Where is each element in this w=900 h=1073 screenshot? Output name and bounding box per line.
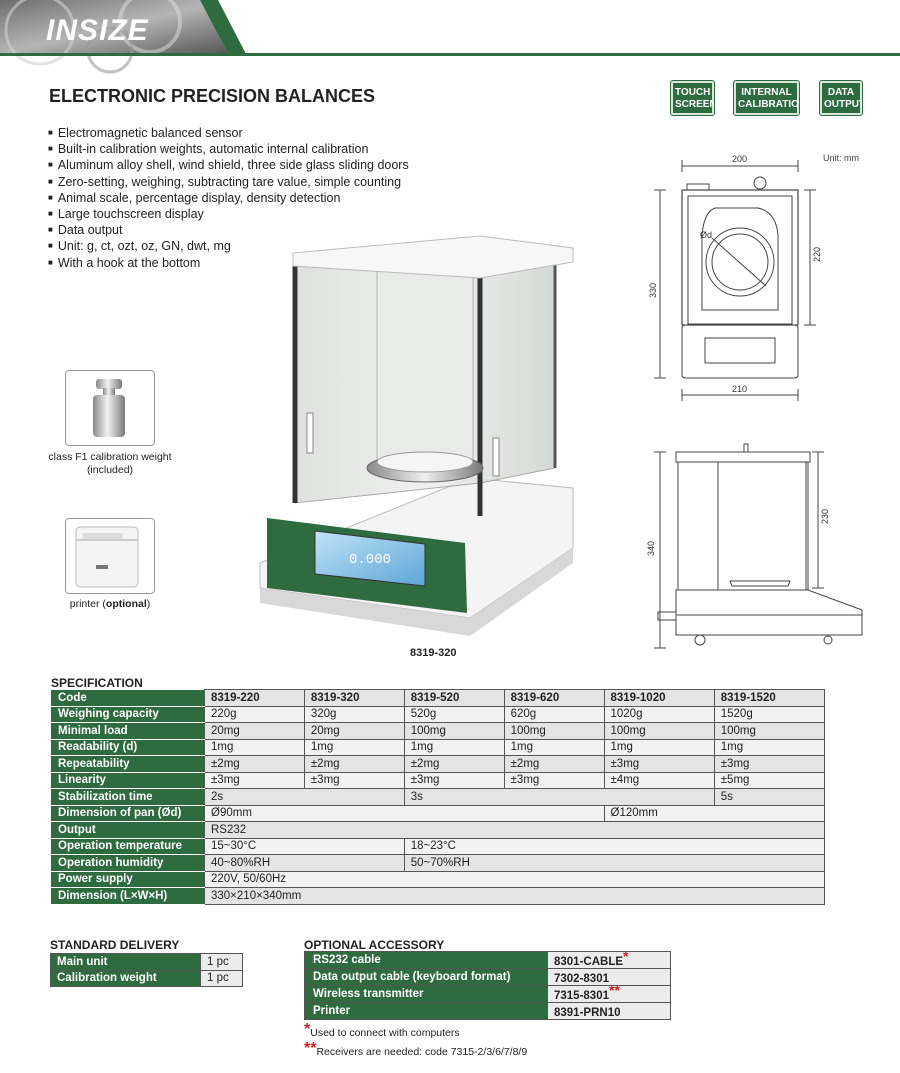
spec-cell: 2s [205, 789, 405, 806]
printer-caption: printer (optional) [69, 598, 151, 610]
spec-cell: RS232 [205, 822, 825, 839]
spec-cell: 100mg [504, 723, 604, 740]
spec-cell: 1mg [404, 739, 504, 756]
spec-cell: 18~23°C [404, 838, 824, 855]
spec-cell: ±5mg [714, 772, 824, 789]
printer-image [65, 518, 155, 594]
spec-label: Code [52, 690, 205, 707]
feature-item: ■ Aluminum alloy shell, wind shield, three side glass sliding doors [48, 158, 409, 174]
accessory-code: 7315-8301** [548, 986, 671, 1003]
spec-cell: ±3mg [205, 772, 305, 789]
footnote-marker: * [623, 948, 629, 964]
accessory-row [305, 952, 671, 969]
spec-cell: 5s [714, 789, 824, 806]
spec-cell: 8319-520 [404, 690, 504, 707]
badge-touch-screen: TOUCH SCREEN [671, 81, 714, 115]
spec-cell: Ø90mm [205, 805, 605, 822]
spec-label: Weighing capacity [52, 706, 205, 723]
spec-row-humidity [52, 855, 825, 872]
spec-row-dimension [52, 888, 825, 905]
spec-cell: 1mg [714, 739, 824, 756]
delivery-item: Calibration weight [51, 970, 201, 987]
spec-cell: 1520g [714, 706, 824, 723]
spec-cell: 100mg [604, 723, 714, 740]
spec-cell: 20mg [304, 723, 404, 740]
spec-row-power [52, 871, 825, 888]
spec-cell: ±2mg [205, 756, 305, 773]
spec-cell: 40~80%RH [205, 855, 405, 872]
feature-item: ■ Built-in calibration weights, automatic internal calibration [48, 142, 409, 158]
spec-cell: 220V, 50/60Hz [205, 871, 825, 888]
model-caption: 8319-320 [410, 647, 457, 659]
accessory-code: 7302-8301 [548, 969, 671, 986]
dim-width-top: 200 [732, 154, 748, 164]
spec-row-readability [52, 739, 825, 756]
spec-label: Repeatability [52, 756, 205, 773]
spec-label: Operation humidity [52, 855, 205, 872]
spec-row-output [52, 822, 825, 839]
spec-row-minload [52, 723, 825, 740]
balance-product-image [255, 218, 575, 643]
accessory-row [305, 986, 671, 1003]
specification-title: SPECIFICATION [51, 676, 143, 690]
spec-label: Minimal load [52, 723, 205, 740]
delivery-item: Main unit [51, 954, 201, 971]
spec-cell: 8319-620 [504, 690, 604, 707]
brand-logo: INSIZE [46, 14, 149, 47]
spec-cell: 3s [404, 789, 714, 806]
spec-row-linearity [52, 772, 825, 789]
calibration-weight-caption: class F1 calibration weight (included) [48, 451, 172, 476]
spec-cell: ±2mg [304, 756, 404, 773]
spec-cell: ±2mg [504, 756, 604, 773]
accessory-name: Wireless transmitter [305, 986, 548, 1003]
spec-label: Power supply [52, 871, 205, 888]
spec-row-repeatability [52, 756, 825, 773]
standard-delivery-title: STANDARD DELIVERY [50, 938, 180, 952]
spec-cell: ±3mg [504, 772, 604, 789]
spec-row-temperature [52, 838, 825, 855]
page-title: ELECTRONIC PRECISION BALANCES [49, 86, 376, 106]
dim-height-total: 330 [648, 282, 658, 298]
feature-item: ■ Animal scale, percentage display, density detection [48, 191, 409, 207]
feature-item: ■ Electromagnetic balanced sensor [48, 126, 409, 142]
badge-data-output: DATA OUTPUT [820, 81, 862, 115]
side-view-drawing [640, 440, 870, 655]
accessory-name: RS232 cable [305, 952, 548, 969]
spec-label: Dimension of pan (Ød) [52, 805, 205, 822]
accessory-name: Printer [305, 1003, 548, 1020]
footnote-marker: ** [609, 982, 620, 998]
spec-cell: 8319-1520 [714, 690, 824, 707]
spec-cell: 20mg [205, 723, 305, 740]
footnote-2: **Receivers are needed: code 7315-2/3/6/7/8/9 [304, 1040, 528, 1058]
standard-delivery-table [50, 953, 243, 987]
dim-side-height-chamber: 230 [820, 508, 830, 524]
spec-cell: 15~30°C [205, 838, 405, 855]
dim-height-chamber: 220 [812, 246, 822, 262]
spec-row-pan [52, 805, 825, 822]
spec-cell: 1020g [604, 706, 714, 723]
spec-cell: 8319-220 [205, 690, 305, 707]
delivery-row [51, 954, 243, 971]
dim-side-height-total: 340 [646, 540, 656, 556]
spec-cell: ±3mg [604, 756, 714, 773]
delivery-row [51, 970, 243, 987]
spec-label: Operation temperature [52, 838, 205, 855]
spec-cell: ±3mg [304, 772, 404, 789]
spec-cell: 320g [304, 706, 404, 723]
spec-cell: 100mg [404, 723, 504, 740]
spec-label: Readability (d) [52, 739, 205, 756]
dimension-unit: Unit: mm [823, 153, 859, 163]
spec-label: Output [52, 822, 205, 839]
delivery-qty: 1 pc [201, 954, 243, 971]
spec-label: Stabilization time [52, 789, 205, 806]
feature-item: ■ Large touchscreen display [48, 207, 409, 223]
spec-cell: 1mg [604, 739, 714, 756]
delivery-qty: 1 pc [201, 970, 243, 987]
spec-cell: 330×210×340mm [205, 888, 825, 905]
accessory-row [305, 1003, 671, 1020]
accessory-name: Data output cable (keyboard format) [305, 969, 548, 986]
spec-row-capacity [52, 706, 825, 723]
badge-internal-calibration: INTERNAL CALIBRATION [734, 81, 799, 115]
spec-cell: ±4mg [604, 772, 714, 789]
spec-cell: 1mg [205, 739, 305, 756]
spec-cell: 100mg [714, 723, 824, 740]
feature-item: ■ Zero-setting, weighing, subtracting tare value, simple counting [48, 175, 409, 191]
spec-cell: ±3mg [404, 772, 504, 789]
feature-item: ■ Unit: g, ct, ozt, oz, GN, dwt, mg [48, 239, 409, 255]
spec-cell: 620g [504, 706, 604, 723]
spec-cell: 1mg [504, 739, 604, 756]
calibration-weight-image [65, 370, 155, 446]
spec-row-code [52, 690, 825, 707]
optional-accessory-table [304, 948, 671, 1020]
spec-cell: 220g [205, 706, 305, 723]
svg-text:0.000: 0.000 [348, 552, 392, 568]
spec-cell: 8319-320 [304, 690, 404, 707]
spec-cell: 1mg [304, 739, 404, 756]
spec-row-stabilization [52, 789, 825, 806]
feature-item: ■ With a hook at the bottom [48, 256, 409, 272]
specification-table [51, 689, 825, 905]
feature-item: ■ Data output [48, 223, 409, 239]
optional-accessory-title: OPTIONAL ACCESSORY [304, 938, 445, 952]
footnote-1: *Used to connect with computers [304, 1021, 460, 1039]
spec-cell: ±3mg [714, 756, 824, 773]
accessory-code: 8391-PRN10 [548, 1003, 671, 1020]
top-view-drawing [640, 150, 820, 405]
accessory-code: 8301-CABLE* [548, 952, 671, 969]
dim-pan-diameter: Ød [700, 230, 713, 240]
spec-cell: 50~70%RH [404, 855, 824, 872]
spec-cell: ±2mg [404, 756, 504, 773]
dim-width-base: 210 [732, 384, 748, 394]
spec-cell: 8319-1020 [604, 690, 714, 707]
spec-label: Dimension (L×W×H) [52, 888, 205, 905]
spec-cell: 520g [404, 706, 504, 723]
spec-cell: Ø120mm [604, 805, 825, 822]
spec-label: Linearity [52, 772, 205, 789]
